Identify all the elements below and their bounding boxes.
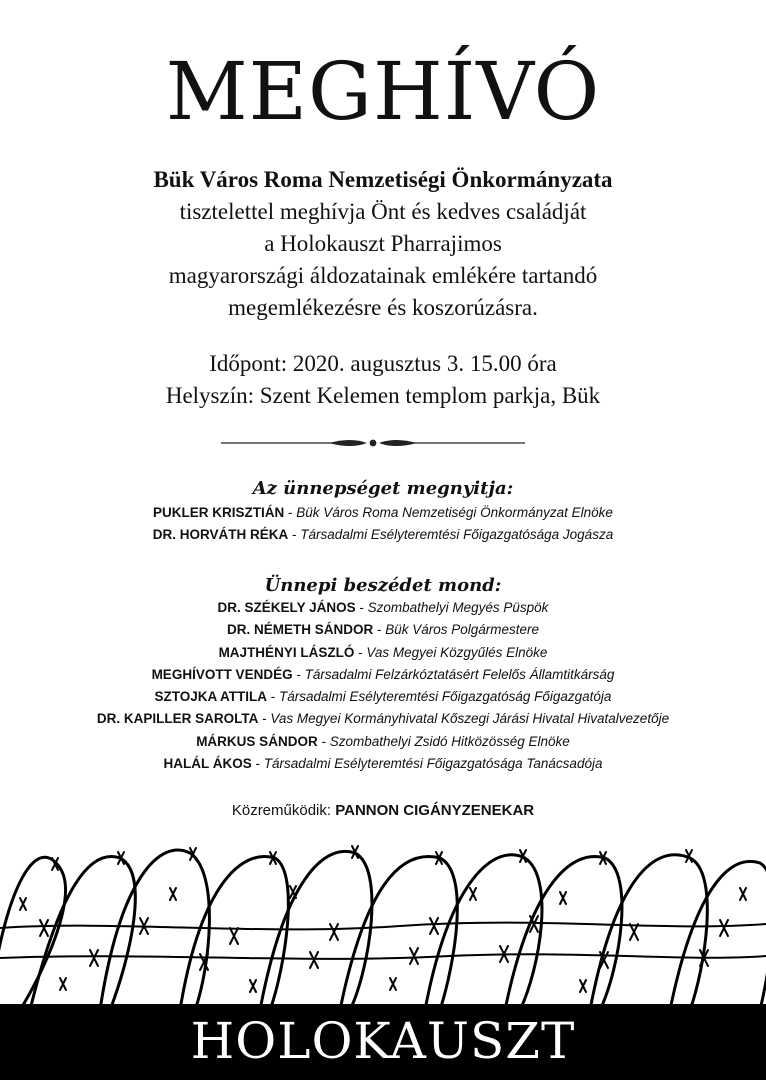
list-item: MÁRKUS SÁNDOR - Szombathelyi Zsidó Hitközösség Elnöke — [196, 733, 570, 749]
event-time: Időpont: 2020. augusztus 3. 15.00 óra — [209, 351, 557, 376]
speaker-role: Társadalmi Esélyteremtési Főigazgatóság Főigazgatója — [279, 689, 612, 705]
ornamental-divider-icon — [219, 433, 527, 453]
list-item: HALÁL ÁKOS - Társadalmi Esélyteremtési Főigazgatósága Tanácsadója — [163, 756, 603, 772]
speaker-name: HALÁL ÁKOS — [163, 756, 252, 772]
intro-line: a Holokauszt Pharrajimos — [264, 231, 502, 256]
speeches-heading: Ünnepi beszédet mond: — [264, 575, 502, 596]
list-item: PUKLER KRISZTIÁN - Bük Város Roma Nemzetiségi Önkormányzat Elnöke — [153, 505, 613, 520]
speaker-role: Társadalmi Esélyteremtési Főigazgatósága Jogásza — [300, 527, 614, 543]
list-item: MAJTHÉNYI LÁSZLÓ - Vas Megyei Közgyűlés Elnöke — [218, 644, 548, 660]
contributors-label: Közreműködik: — [231, 802, 332, 819]
speakers-list — [0, 597, 766, 775]
opening-speakers-list — [0, 502, 766, 547]
event-place: Helyszín: Szent Kelemen templom parkja, Bük — [165, 383, 601, 408]
list-item: SZTOJKA ATTILA - Társadalmi Esélyteremtési Főigazgatóság Főigazgatója — [154, 689, 612, 705]
barbed-wire-icon — [0, 828, 766, 1010]
intro-line: magyarországi áldozatainak emlékére tartandó — [168, 263, 598, 288]
list-item: MEGHÍVOTT VENDÉG - Társadalmi Felzárkóztatásért Felelős Államtitkárság — [151, 666, 615, 682]
speaker-role: Vas Megyei Közgyűlés Elnöke — [366, 644, 548, 660]
list-item: DR. KAPILLER SAROLTA - Vas Megyei Kormányhivatal Kőszegi Járási Hivatal Hivatalvezetője — [96, 711, 670, 727]
speaker-role: Bük Város Roma Nemzetiségi Önkormányzat Elnöke — [296, 505, 613, 520]
event-details — [0, 348, 766, 412]
speaker-name: DR. NÉMETH SÁNDOR — [226, 622, 374, 638]
speaker-role: Bük Város Polgármestere — [385, 622, 540, 638]
speaker-name: DR. KAPILLER SAROLTA — [96, 711, 259, 727]
intro-line: tisztelettel meghívja Önt és kedves családját — [179, 199, 587, 224]
speaker-name: SZTOJKA ATTILA — [154, 689, 268, 705]
list-item: DR. SZÉKELY JÁNOS - Szombathelyi Megyés Püspök — [217, 600, 549, 615]
band-name: PANNON CIGÁNYZENEKAR — [335, 802, 535, 819]
speaker-role: Szombathelyi Megyés Püspök — [367, 600, 549, 615]
footer-title: HOLOKAUSZT — [190, 1012, 576, 1070]
speaker-name: MAJTHÉNYI LÁSZLÓ — [218, 644, 355, 660]
speaker-name: PUKLER KRISZTIÁN — [153, 505, 285, 520]
speaker-role: Vas Megyei Kormányhivatal Kőszegi Járási Hivatal Hivatalvezetője — [270, 711, 670, 727]
speaker-role: Társadalmi Esélyteremtési Főigazgatósága Tanácsadója — [263, 756, 603, 772]
organizer-name: Bük Város Roma Nemzetiségi Önkormányzata — [153, 167, 613, 192]
invitation-title: MEGHÍVÓ — [165, 45, 601, 138]
speaker-name: DR. HORVÁTH RÉKA — [152, 527, 289, 543]
speaker-name: MÁRKUS SÁNDOR — [196, 733, 318, 749]
contributors-line — [0, 800, 766, 822]
list-item: DR. HORVÁTH RÉKA - Társadalmi Esélyteremtési Főigazgatósága Jogásza — [152, 527, 614, 543]
speaker-name: DR. SZÉKELY JÁNOS — [217, 600, 356, 615]
opening-heading: Az ünnepséget megnyitja: — [252, 478, 514, 499]
speaker-role: Szombathelyi Zsidó Hitközösség Elnöke — [329, 733, 570, 749]
speaker-role: Társadalmi Felzárkóztatásért Felelős Államtitkárság — [304, 666, 615, 682]
speaker-name: MEGHÍVOTT VENDÉG — [151, 666, 293, 682]
list-item: DR. NÉMETH SÁNDOR - Bük Város Polgármestere — [226, 622, 540, 638]
intro-line: megemlékezésre és koszorúzásra. — [228, 295, 538, 320]
intro-block — [0, 164, 766, 324]
